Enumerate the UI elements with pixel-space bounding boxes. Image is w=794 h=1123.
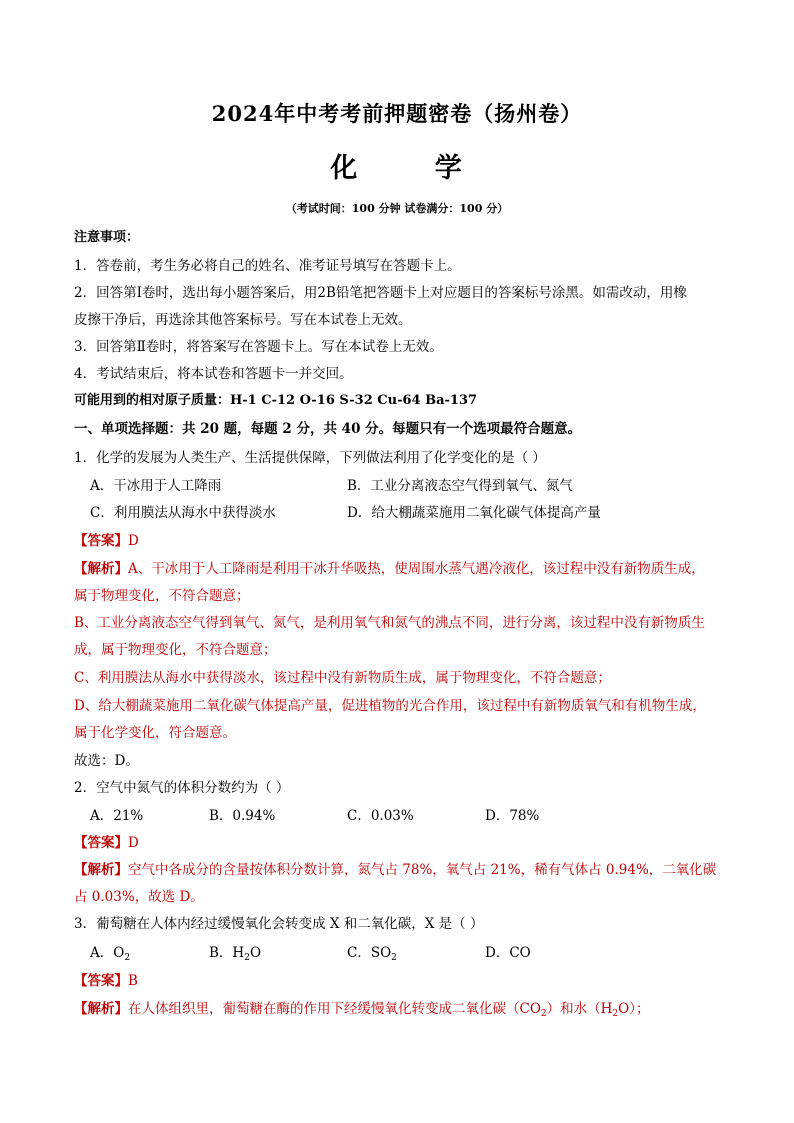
notice-item: 4．考试结束后，将本试卷和答题卡一并交回。 (74, 366, 353, 382)
option-a (90, 944, 130, 962)
answer-tag: 【答案】 (74, 835, 128, 851)
option-c: C．利用膜法从海水中获得淡水 (90, 505, 276, 521)
notice-item: 皮擦干净后，再选涂其他答案标号。写在本试卷上无效。 (74, 312, 412, 328)
analysis-text: O）； (618, 1001, 650, 1017)
answer-value: D (128, 835, 139, 851)
option-a: A．21% (90, 808, 144, 824)
question-stem: 1．化学的发展为人类生产、生活提供保障，下列做法利用了化学变化的是（ ） (74, 450, 546, 466)
option-d: D．CO (485, 945, 531, 961)
option-b (209, 944, 261, 962)
option-b: B．0.94% (209, 808, 276, 824)
option-a: A．干冰用于人工降雨 (90, 478, 222, 494)
analysis-line: 属于物理变化，不符合题意； (74, 588, 250, 604)
answer-line (74, 532, 734, 550)
option-letter: B． (209, 945, 233, 961)
formula-subscript: 2 (391, 953, 397, 963)
answer-value: D (128, 533, 139, 549)
analysis-text: 在人体组织里，葡萄糖在酶的作用下经缓慢氧化转变成二氧化碳（CO (128, 1001, 541, 1017)
option-d: D．给大棚蔬菜施用二氧化碳气体提高产量 (347, 505, 601, 521)
notice-item: 2．回答第Ⅰ卷时，选出每小题答案后，用2B铅笔把答题卡上对应题目的答案标号涂黑。如需改动，用橡 (74, 285, 687, 301)
notice-heading: 注意事项： (74, 230, 140, 245)
option-d: D．78% (485, 808, 540, 824)
analysis-line (74, 560, 734, 578)
formula: O (249, 945, 262, 961)
conclusion: 故选：D。 (74, 753, 139, 769)
formula: O (113, 945, 125, 961)
analysis-line (74, 861, 734, 879)
exam-title: 2024年中考考前押题密卷（扬州卷） (211, 101, 583, 126)
formula: SO (370, 945, 392, 961)
formula: H (232, 945, 245, 961)
atomic-masses: 可能用到的相对原子质量：H-1 C-12 O-16 S-32 Cu-64 Ba-137 (74, 393, 478, 408)
subject-title: 化 学 (330, 153, 484, 184)
option-letter: A． (90, 945, 114, 961)
formula-subscript: 2 (244, 953, 250, 963)
analysis-line: B、工业分离液态空气得到氧气、氮气，是利用氧气和氮气的沸点不同，进行分离，该过程中没有新物质生 (74, 615, 705, 631)
option-c (347, 944, 397, 962)
answer-line (74, 972, 734, 990)
answer-tag: 【答案】 (74, 973, 128, 989)
formula-subscript: 2 (124, 953, 131, 963)
analysis-line: 占 0.03%，故选 D。 (74, 889, 204, 905)
analysis-line (74, 1000, 734, 1018)
analysis-tag: 【解析】 (74, 1001, 128, 1017)
answer-value: B (128, 973, 138, 989)
analysis-text: 空气中各成分的含量按体积分数计算，氮气占 78%，氧气占 21%，稀有气体占 0.94%，二氧化碳 (128, 862, 717, 878)
question-stem: 3．葡萄糖在人体内经过缓慢氧化会转变成 X 和二氧化碳，X 是（ ） (74, 916, 484, 932)
analysis-tag: 【解析】 (74, 561, 128, 577)
notice-item: 3．回答第Ⅱ卷时，将答案写在答题卡上。写在本试卷上无效。 (74, 339, 443, 355)
section-heading: 一、单项选择题：共 20 题，每题 2 分，共 40 分。每题只有一个选项最符合题意。 (74, 421, 582, 437)
question-stem: 2．空气中氮气的体积分数约为（ ） (74, 780, 290, 796)
analysis-text: ）和水（H (546, 1001, 613, 1017)
option-letter: C． (347, 945, 371, 961)
formula-subscript: 2 (612, 1009, 619, 1019)
analysis-text: A、干冰用于人工降雨是利用干冰升华吸热，使周围水蒸气遇冷液化，该过程中没有新物质生成， (128, 561, 705, 577)
analysis-line: 成，属于物理变化，不符合题意； (74, 642, 277, 658)
analysis-tag: 【解析】 (74, 862, 128, 878)
option-c: C．0.03% (347, 808, 414, 824)
notice-item: 1．答卷前，考生务必将自己的姓名、准考证号填写在答题卡上。 (74, 258, 461, 274)
formula-subscript: 2 (540, 1009, 547, 1019)
analysis-line: C、利用膜法从海水中获得淡水，该过程中没有新物质生成，属于物理变化，不符合题意； (74, 670, 611, 686)
exam-meta: （考试时间：100 分钟 试卷满分：100 分） (285, 202, 509, 215)
answer-tag: 【答案】 (74, 533, 128, 549)
option-b: B．工业分离液态空气得到氧气、氮气 (347, 478, 573, 494)
answer-line (74, 834, 734, 852)
analysis-line: 属于化学变化，符合题意。 (74, 725, 236, 741)
analysis-line: D、给大棚蔬菜施用二氧化碳气体提高产量，促进植物的光合作用，该过程中有新物质氧气和有机物生成， (74, 698, 706, 714)
